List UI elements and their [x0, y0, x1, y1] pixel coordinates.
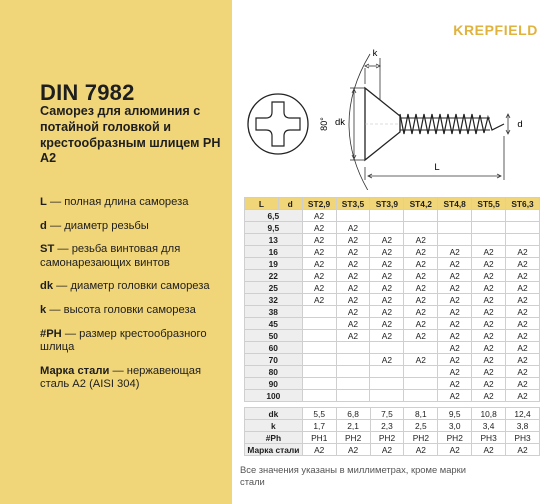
- row-length-label: 45: [245, 318, 303, 330]
- table-cell: [302, 378, 336, 390]
- legend-item: [40, 365, 230, 392]
- table-cell: A2: [506, 246, 540, 258]
- legend-item: [40, 328, 230, 355]
- table-cell: [370, 378, 404, 390]
- legend-key: #PH: [40, 327, 62, 340]
- table-cell: A2: [336, 258, 370, 270]
- table-cell: A2: [472, 366, 506, 378]
- table-cell: A2: [472, 378, 506, 390]
- row-length-label: 90: [245, 378, 303, 390]
- table-cell: [302, 306, 336, 318]
- table-cell: A2: [302, 246, 336, 258]
- legend: [40, 196, 230, 402]
- table-cell: A2: [438, 270, 472, 282]
- dimension-L-label: L: [434, 162, 440, 173]
- table-cell: A2: [404, 306, 438, 318]
- spec-row: [245, 408, 540, 420]
- table-cell: A2: [438, 366, 472, 378]
- legend-text: — нержавеющая сталь A2 (AISI 304): [40, 364, 202, 391]
- table-cell: A2: [506, 294, 540, 306]
- table-cell: [472, 234, 506, 246]
- legend-text: — диаметр головки самореза: [53, 280, 210, 293]
- spec-cell: 3,4: [472, 420, 506, 432]
- row-length-label: 60: [245, 342, 303, 354]
- page-title: DIN 7982: [40, 80, 135, 105]
- column-header-st4-8: ST4,8: [438, 198, 472, 210]
- table-row: [245, 366, 540, 378]
- table-cell: [404, 210, 438, 222]
- table-cell: A2: [370, 294, 404, 306]
- table-cell: [302, 318, 336, 330]
- legend-text: — диаметр резьбы: [46, 219, 149, 232]
- row-length-label: 25: [245, 282, 303, 294]
- table-cell: A2: [506, 318, 540, 330]
- legend-text: — высота головки самореза: [46, 303, 196, 316]
- table-cell: A2: [336, 318, 370, 330]
- table-cell: A2: [336, 270, 370, 282]
- table-cell: [370, 210, 404, 222]
- table-cell: A2: [472, 246, 506, 258]
- table-cell: A2: [438, 390, 472, 402]
- row-length-label: 32: [245, 294, 303, 306]
- column-header-st5-5: ST5,5: [472, 198, 506, 210]
- spec-cell: 12,4: [506, 408, 540, 420]
- row-length-label: 50: [245, 330, 303, 342]
- table-cell: A2: [438, 306, 472, 318]
- table-cell: A2: [404, 294, 438, 306]
- table-cell: A2: [404, 270, 438, 282]
- spec-label: k: [245, 420, 303, 432]
- table-cell: A2: [336, 234, 370, 246]
- table-cell: A2: [472, 318, 506, 330]
- table-cell: A2: [370, 354, 404, 366]
- table-row: [245, 270, 540, 282]
- dimension-k-label: k: [372, 48, 378, 59]
- table-cell: [404, 378, 438, 390]
- table-cell: A2: [438, 318, 472, 330]
- table-cell: A2: [472, 342, 506, 354]
- table-cell: A2: [302, 222, 336, 234]
- table-cell: [506, 222, 540, 234]
- table-cell: [404, 390, 438, 402]
- table-cell: A2: [472, 270, 506, 282]
- legend-key: dk: [40, 280, 54, 293]
- table-cell: A2: [336, 330, 370, 342]
- table-cell: [336, 210, 370, 222]
- table-row: [245, 390, 540, 402]
- table-cell: [370, 342, 404, 354]
- row-length-label: 22: [245, 270, 303, 282]
- table-cell: [336, 342, 370, 354]
- spec-table: [244, 407, 540, 456]
- spec-cell: 2,1: [336, 420, 370, 432]
- table-row: [245, 222, 540, 234]
- table-cell: A2: [438, 354, 472, 366]
- spec-cell: 8,1: [404, 408, 438, 420]
- table-cell: A2: [336, 222, 370, 234]
- dimension-dk-label: dk: [334, 117, 346, 128]
- spec-row: [245, 444, 540, 456]
- row-length-label: 80: [245, 366, 303, 378]
- product-subtitle: Саморез для алюминия с потайной головкой и крестообразным шлицем PH A2: [40, 104, 221, 166]
- table-cell: A2: [438, 258, 472, 270]
- column-header-st2-9: ST2,9: [302, 198, 336, 210]
- table-cell: [438, 234, 472, 246]
- table-cell: A2: [302, 210, 336, 222]
- table-cell: A2: [438, 294, 472, 306]
- table-row: [245, 246, 540, 258]
- legend-key: k: [40, 303, 47, 316]
- table-cell: A2: [438, 378, 472, 390]
- table-cell: A2: [336, 306, 370, 318]
- table-cell: A2: [370, 234, 404, 246]
- table-cell: A2: [302, 258, 336, 270]
- spec-cell: A2: [370, 444, 404, 456]
- spec-cell: PH2: [404, 432, 438, 444]
- spec-cell: A2: [438, 444, 472, 456]
- table-row: [245, 234, 540, 246]
- table-row: [245, 354, 540, 366]
- spec-cell: 2,5: [404, 420, 438, 432]
- row-length-label: 19: [245, 258, 303, 270]
- table-cell: A2: [506, 258, 540, 270]
- column-header-st6-3: ST6,3: [506, 198, 540, 210]
- table-cell: A2: [404, 246, 438, 258]
- table-row: [245, 330, 540, 342]
- spec-cell: 1,7: [302, 420, 336, 432]
- table-cell: [370, 366, 404, 378]
- table-cell: A2: [370, 270, 404, 282]
- table-cell: A2: [472, 330, 506, 342]
- spec-cell: 6,8: [336, 408, 370, 420]
- screw-head-front-view: [248, 94, 308, 154]
- legend-item: [40, 243, 230, 270]
- table-cell: A2: [404, 330, 438, 342]
- table-cell: A2: [438, 342, 472, 354]
- legend-item: [40, 220, 230, 234]
- table-cell: A2: [302, 282, 336, 294]
- legend-item: [40, 304, 230, 318]
- spec-cell: PH2: [370, 432, 404, 444]
- row-length-label: 13: [245, 234, 303, 246]
- table-cell: A2: [336, 246, 370, 258]
- table-row: [245, 294, 540, 306]
- legend-text: — полная длина самореза: [46, 196, 189, 208]
- dimension-lines: [349, 54, 510, 190]
- legend-key: ST: [40, 243, 55, 256]
- table-cell: A2: [506, 282, 540, 294]
- table-cell: A2: [404, 258, 438, 270]
- row-length-label: 9,5: [245, 222, 303, 234]
- table-cell: A2: [438, 282, 472, 294]
- spec-cell: 5,5: [302, 408, 336, 420]
- row-length-label: 38: [245, 306, 303, 318]
- table-cell: A2: [472, 294, 506, 306]
- column-header-L: L: [245, 198, 279, 210]
- legend-key: Марка стали: [40, 364, 110, 377]
- table-cell: A2: [404, 282, 438, 294]
- row-length-label: 6,5: [245, 210, 303, 222]
- table-cell: A2: [336, 282, 370, 294]
- table-cell: A2: [336, 294, 370, 306]
- table-cell: [302, 330, 336, 342]
- column-header-st3-5: ST3,5: [336, 198, 370, 210]
- brand-logo: KREPFIELD: [453, 22, 538, 38]
- screw-drawing: [232, 40, 560, 190]
- row-length-label: 100: [245, 390, 303, 402]
- table-cell: [506, 210, 540, 222]
- spec-cell: 10,8: [472, 408, 506, 420]
- table-cell: [302, 366, 336, 378]
- table-cell: A2: [472, 390, 506, 402]
- table-cell: A2: [472, 282, 506, 294]
- table-row: [245, 282, 540, 294]
- table-cell: [302, 342, 336, 354]
- table-cell: A2: [370, 258, 404, 270]
- table-cell: [404, 366, 438, 378]
- table-cell: A2: [472, 306, 506, 318]
- table-cell: A2: [302, 234, 336, 246]
- units-note: Все значения указаны в миллиметрах, кроме марки стали: [240, 464, 466, 487]
- table-row: [245, 210, 540, 222]
- table-cell: A2: [404, 234, 438, 246]
- spec-cell: A2: [472, 444, 506, 456]
- table-cell: [438, 222, 472, 234]
- legend-key: L: [40, 196, 47, 208]
- spec-cell: A2: [336, 444, 370, 456]
- spec-cell: PH1: [302, 432, 336, 444]
- left-info-panel: [0, 0, 232, 504]
- legend-key: d: [40, 219, 47, 232]
- table-cell: A2: [370, 246, 404, 258]
- column-header-d: d: [278, 198, 302, 210]
- dimension-angle-label: 80°: [319, 117, 329, 131]
- table-cell: A2: [506, 342, 540, 354]
- table-cell: [336, 390, 370, 402]
- table-cell: A2: [506, 306, 540, 318]
- table-cell: A2: [506, 378, 540, 390]
- table-cell: A2: [506, 330, 540, 342]
- table-cell: A2: [506, 390, 540, 402]
- table-cell: A2: [370, 330, 404, 342]
- spec-cell: 2,3: [370, 420, 404, 432]
- table-cell: A2: [302, 270, 336, 282]
- table-cell: A2: [404, 354, 438, 366]
- spec-row: [245, 420, 540, 432]
- table-header-row: [245, 198, 540, 210]
- legend-text: — резьба винтовая для самонарезающих винтов: [40, 243, 181, 269]
- table-cell: [472, 210, 506, 222]
- size-availability-table: [244, 197, 540, 402]
- table-cell: [302, 354, 336, 366]
- table-cell: A2: [370, 318, 404, 330]
- table-cell: A2: [404, 318, 438, 330]
- table-cell: [472, 222, 506, 234]
- spec-cell: PH3: [506, 432, 540, 444]
- legend-item: [40, 196, 230, 210]
- table-cell: [302, 390, 336, 402]
- table-cell: A2: [370, 282, 404, 294]
- table-row: [245, 258, 540, 270]
- table-cell: [404, 342, 438, 354]
- table-cell: [336, 378, 370, 390]
- spec-cell: PH3: [472, 432, 506, 444]
- spec-cell: A2: [506, 444, 540, 456]
- dimension-d-label: d: [517, 119, 523, 130]
- table-cell: A2: [506, 366, 540, 378]
- spec-cell: A2: [302, 444, 336, 456]
- row-length-label: 70: [245, 354, 303, 366]
- spec-cell: 7,5: [370, 408, 404, 420]
- spec-cell: 3,8: [506, 420, 540, 432]
- spec-cell: PH2: [336, 432, 370, 444]
- column-header-st3-9: ST3,9: [370, 198, 404, 210]
- table-cell: [336, 366, 370, 378]
- table-cell: A2: [438, 246, 472, 258]
- table-cell: A2: [438, 330, 472, 342]
- table-cell: A2: [370, 306, 404, 318]
- table-cell: [336, 354, 370, 366]
- table-row: [245, 342, 540, 354]
- spec-row: [245, 432, 540, 444]
- table-cell: A2: [472, 354, 506, 366]
- table-cell: A2: [302, 294, 336, 306]
- table-cell: [370, 222, 404, 234]
- legend-item: [40, 280, 230, 294]
- spec-label: #Ph: [245, 432, 303, 444]
- table-cell: [370, 390, 404, 402]
- table-cell: [404, 222, 438, 234]
- table-cell: A2: [506, 354, 540, 366]
- spec-label: dk: [245, 408, 303, 420]
- spec-cell: A2: [404, 444, 438, 456]
- legend-text: — размер крестообразного шлица: [40, 327, 207, 354]
- table-row: [245, 306, 540, 318]
- table-cell: [506, 234, 540, 246]
- spec-cell: 9,5: [438, 408, 472, 420]
- spec-cell: 3,0: [438, 420, 472, 432]
- spec-label: Марка стали: [245, 444, 303, 456]
- table-cell: [438, 210, 472, 222]
- row-length-label: 16: [245, 246, 303, 258]
- table-row: [245, 318, 540, 330]
- table-cell: A2: [472, 258, 506, 270]
- screw-side-view: [365, 88, 504, 160]
- table-cell: A2: [506, 270, 540, 282]
- spec-cell: PH2: [438, 432, 472, 444]
- column-header-st4-2: ST4,2: [404, 198, 438, 210]
- table-row: [245, 378, 540, 390]
